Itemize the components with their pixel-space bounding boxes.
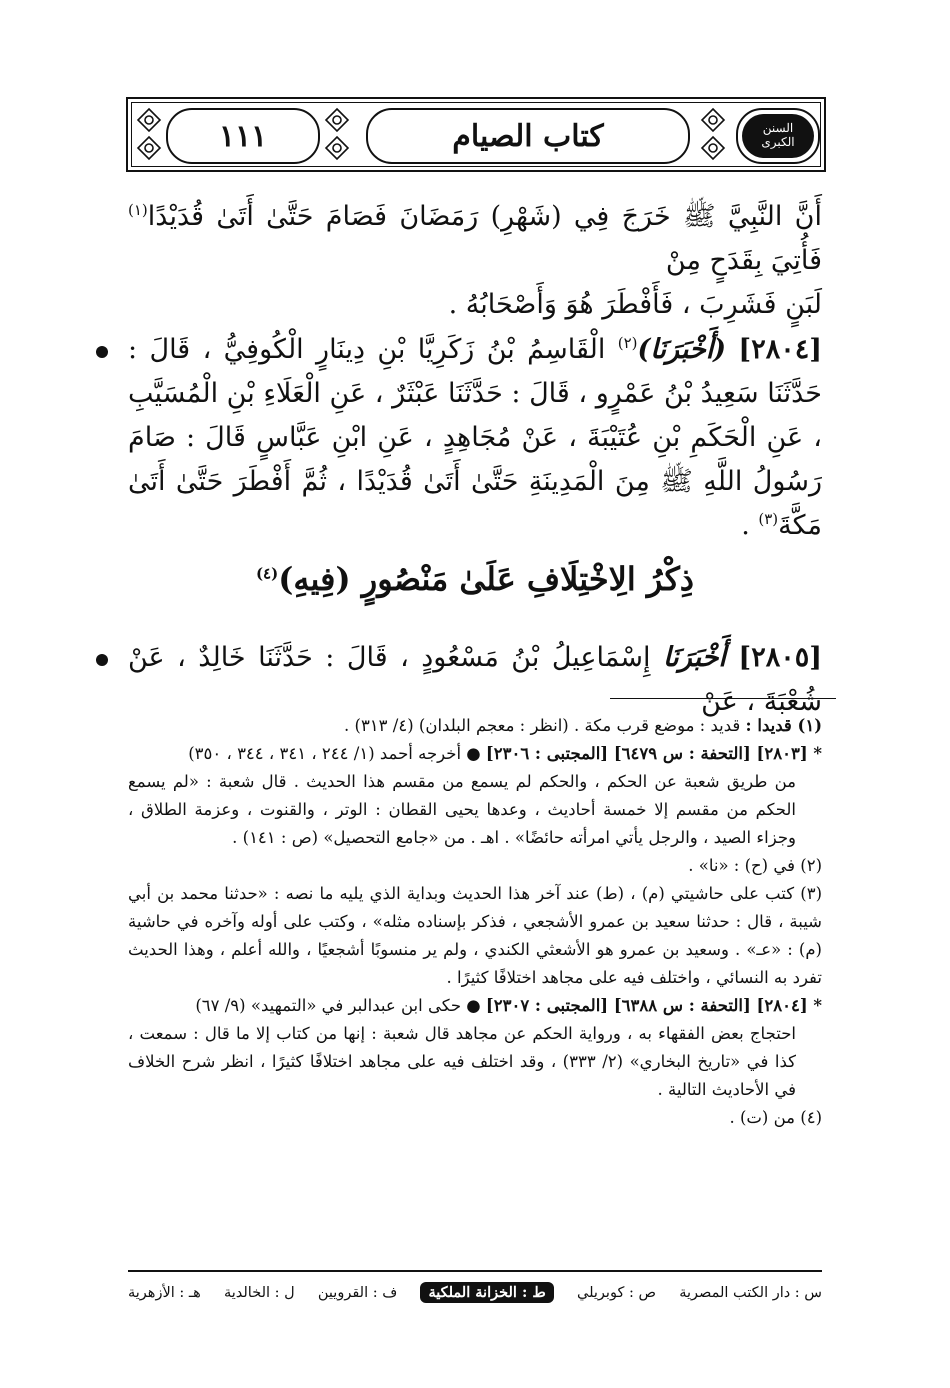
hadith-2804: [٢٨٠٤] (أَخْبَرَنَا)$^{(٢)}$ الْقَاسِمُ بْنُ زَكَرِيَّا بْنِ دِينَارٍ الْكُوفِيُّ ، قَالَ : حَدَّثَنَا سَعِيدُ بْنُ عَمْرٍو ، قَالَ : حَدَّثَنَا عَبْثَرٌ ، عَنِ الْعَلَاءِ بْنِ الْمُسَيَّبِ ، عَنِ الْحَكَمِ بْنِ عُتَيْبَةَ ، عَنْ مُجَاهِدٍ ، عَنِ ابْنِ عَبَّاسٍ قَالَ : صَامَ رَسُولُ اللَّهِ ﷺ مِنَ الْمَدِينَةِ حَتَّىٰ أَتَىٰ قُدَيْدًا ، ثُمَّ أَفْطَرَ حَتَّىٰ أَتَىٰ مَكَّةَ$^{(٣)}$ . [128, 334, 822, 541]
footnote-1: (١) قديدا : قديد : موضع قرب مكة . (انظر : معجم البلدان) (٤/ ٣١٣) . [344, 716, 822, 735]
section-title: ذِكْرُ الِاخْتِلَافِ عَلَىٰ مَنْصُورٍ (فِيهِ)$^{(٤)}$ [255, 560, 695, 598]
footnote-3: (٣) كتب على حاشيتي (م) ، (ط) عند آخر هذا الحديث وبداية الذي يليه ما نصه : «حدثنا محمد بن أبي شيبة ، قال : حدثنا سعيد بن عمرو الأشجعي ، فذكر بإسناده مثله» ، وكتب على أوله وآخره في حاشية (م) : «عـ» . وسعيد بن عمرو هو الأشعثي الكندي ، ولم ير منسوبًا أشجعيًا ، والله أعلم ، وهذا الحديث تفرد به النسائي ، واختلف فيه على مجاهد اختلافًا كثيرًا . [128, 884, 822, 987]
footnote-ref-3: (٣) [758, 510, 779, 528]
legend-item: ف : القرويين [317, 1284, 398, 1301]
page-number: ١١١ [166, 108, 320, 164]
book-seal [736, 108, 820, 164]
bullet-icon [96, 654, 108, 666]
footnotes [128, 712, 822, 1132]
footnote-ref-1: (١) [128, 201, 148, 219]
bullet-icon [96, 346, 108, 358]
legend-item: س : دار الكتب المصرية [679, 1284, 822, 1301]
legend-item-highlighted: ط : الخزانة الملكية [420, 1282, 553, 1303]
legend-divider [128, 1270, 822, 1272]
footnote-ref-2: (٢) [617, 334, 638, 352]
ornament-center-left-icon [322, 105, 352, 163]
footnote-2804-body: احتجاج بعض الفقهاء به ، ورواية الحكم عن مجاهد قال شعبة : إنها من كتاب إلا ما قال : سمعت ، كذا في «تاريخ البخاري» (٢/ ٣٣٣) ، وقد اختلف فيه على مجاهد اختلافًا كثيرًا ، انظر شرح الخلاف في الأحاديث التالية . [128, 1024, 796, 1099]
legend-item: ل : الخالدية [223, 1284, 295, 1301]
footnote-ref-4: (٤) [255, 564, 279, 583]
footnote-2: (٢) في (ح) : «نا» . [688, 856, 822, 875]
hadith-2805: [٢٨٠٥] أَخْبَرَنَا إِسْمَاعِيلُ بْنُ مَسْعُودٍ ، قَالَ : حَدَّثَنَا خَالِدٌ ، عَنْ شُعْبَةَ ، عَنْ [128, 642, 822, 717]
hadith-number: [٢٨٠٤] [738, 334, 822, 365]
hadith-number: [٢٨٠٥] [738, 642, 822, 673]
ornament-left-icon [134, 105, 164, 163]
footnote-divider [610, 698, 836, 699]
footnote-2804-head: * [٢٨٠٤] [التحفة : س ٦٣٨٨] [المجتبى : ٢٣٠٧] ● حكى ابن عبدالبر في «التمهيد» (٩/ ٦٧) [195, 996, 822, 1015]
book-title: كتاب الصيام [366, 108, 690, 164]
ornamental-header [126, 97, 826, 172]
legend-item: هـ : الأزهرية [128, 1284, 201, 1301]
seal-logo: السنن الكبرى [742, 114, 814, 158]
footnote-2803-body: من طريق شعبة عن الحكم ، والحكم لم يسمع من مقسم هذا الحديث . قال شعبة : «لم يسمع الحكم من مقسم إلا خمسة أحاديث ، وعدها يحيى القطان : الوتر ، والقنوت ، وعزمة الطلاق ، وجزاء الصيد ، والرجل يأتي امرأته حائضًا» . اهـ . من «جامع التحصيل» (ص : ١٤١) . [128, 772, 796, 847]
legend-item: ص : كوبريلي [577, 1284, 656, 1301]
ornament-center-right-icon [698, 105, 728, 163]
footnote-2803-head: * [٢٨٠٣] [التحفة : س ٦٤٧٩] [المجتبى : ٢٣٠٦] ● أخرجه أحمد (١/ ٢٤٤ ، ٣٤١ ، ٣٤٤ ، ٣٥٠) [188, 744, 822, 763]
manuscript-legend [128, 1282, 822, 1303]
paragraph-1: أَنَّ النَّبِيَّ ﷺ خَرَجَ فِي (شَهْرِ) رَمَضَانَ فَصَامَ حَتَّىٰ أَتَىٰ قُدَيْدًا$^{(١)}$ فَأُتِيَ بِقَدَحٍ مِنْ لَبَنٍ فَشَرِبَ ، فَأَفْطَرَ هُوَ وَأَصْحَابُهُ . [128, 201, 822, 320]
footnote-4: (٤) من (ت) . [729, 1108, 822, 1127]
